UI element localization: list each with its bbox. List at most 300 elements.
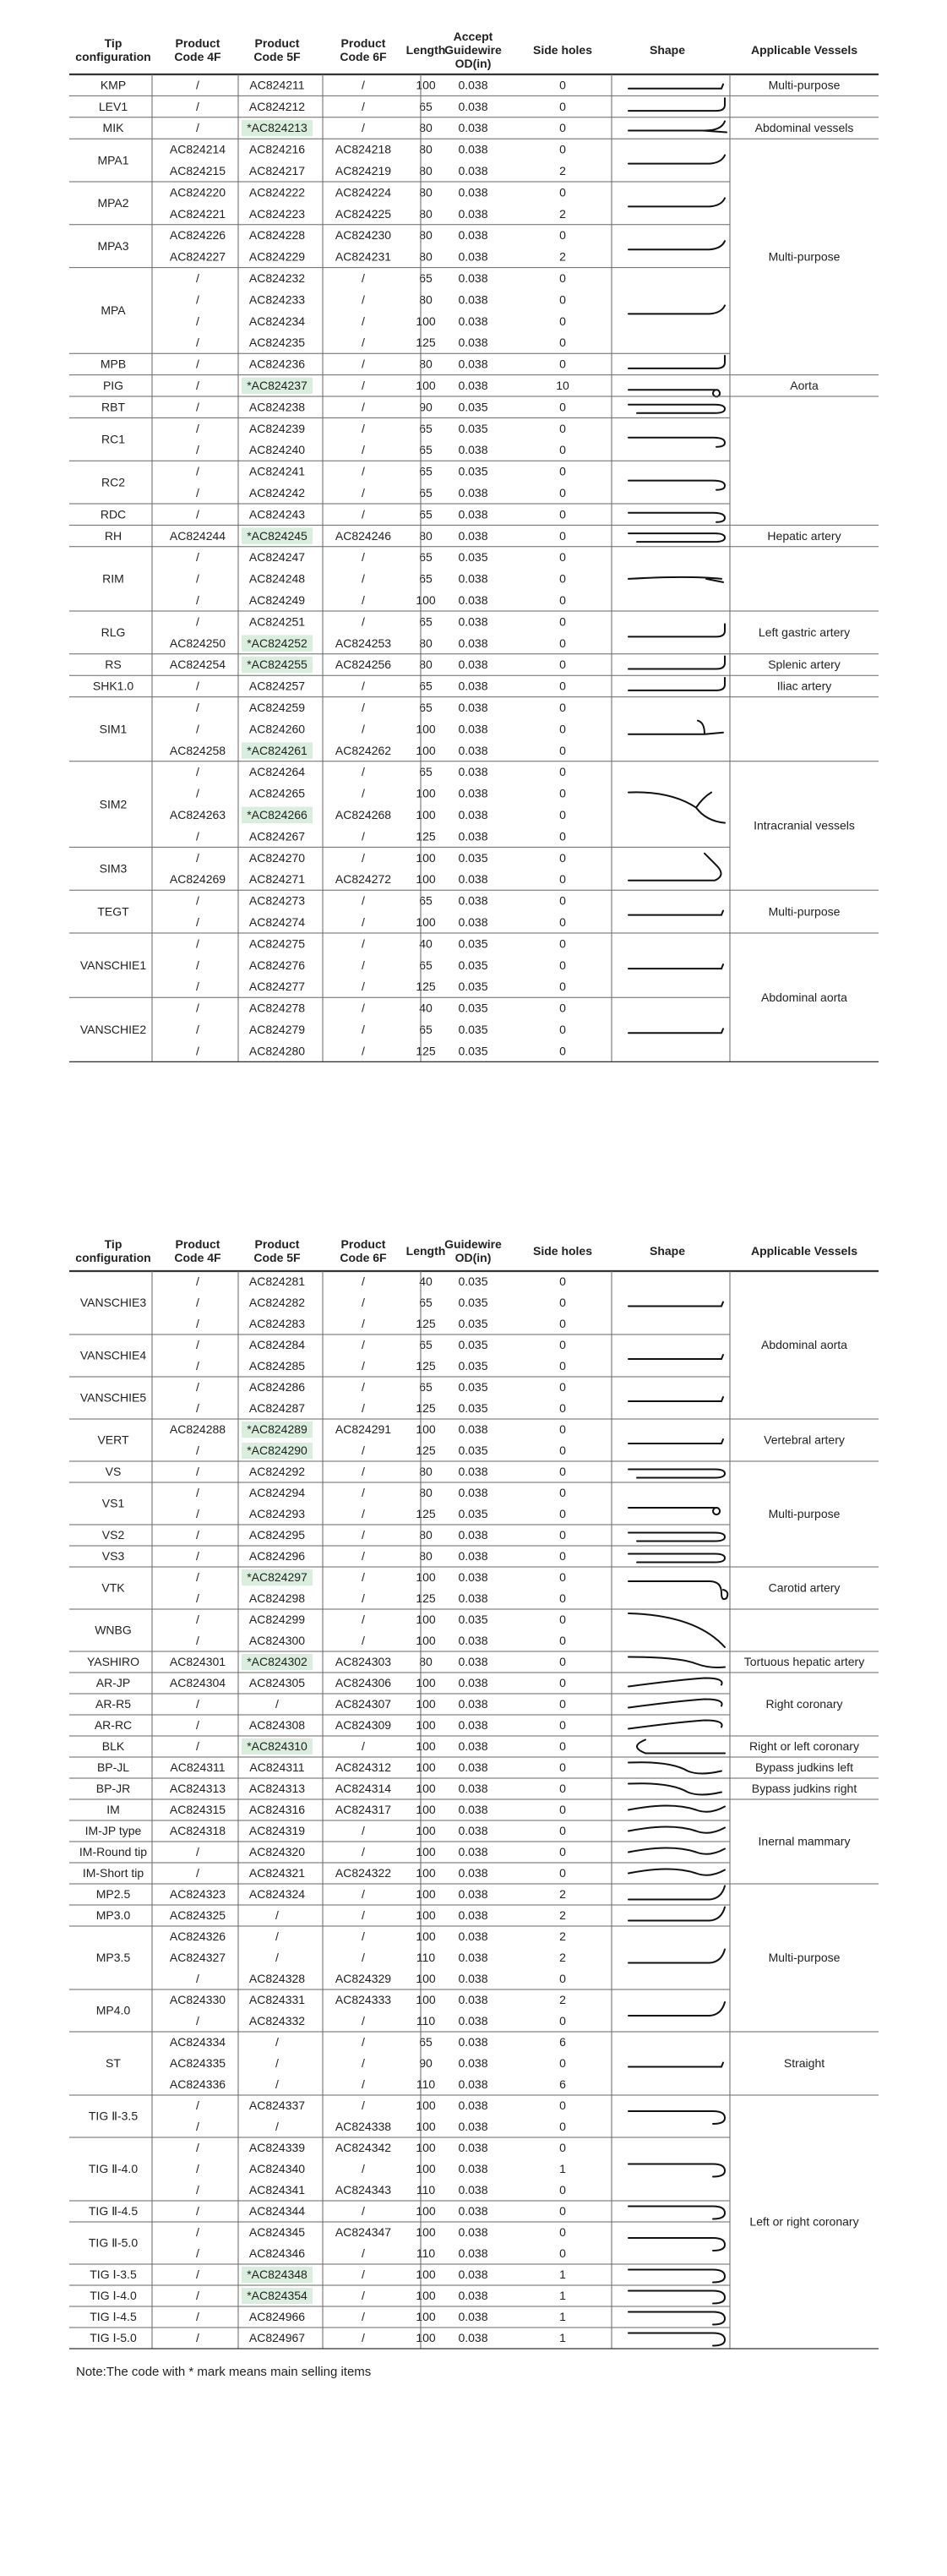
length-cell: 125 bbox=[416, 829, 436, 843]
tip-configuration-cell: IM-Round tip bbox=[79, 1845, 148, 1859]
code-6f-cell: / bbox=[362, 571, 365, 586]
column-header: Length bbox=[405, 1243, 446, 1258]
applicable-vessel-cell: Vertebral artery bbox=[764, 1433, 845, 1447]
catheter-group bbox=[69, 1549, 730, 1567]
code-4f-cell: / bbox=[196, 1845, 199, 1859]
side-holes-cell: 1 bbox=[559, 2289, 566, 2303]
length-cell: 125 bbox=[416, 1401, 436, 1416]
catheter-group bbox=[69, 1803, 730, 1820]
guidewire-cell: 0.035 bbox=[458, 1444, 488, 1458]
guidewire-cell: 0.035 bbox=[458, 980, 488, 994]
catheter-group bbox=[69, 1718, 730, 1736]
guidewire-cell: 0.038 bbox=[458, 99, 488, 113]
length-cell: 100 bbox=[416, 2162, 436, 2176]
catheter-group bbox=[69, 1380, 730, 1419]
side-holes-cell: 0 bbox=[559, 765, 566, 779]
code-6f-cell: / bbox=[362, 1380, 365, 1394]
tip-configuration-cell: BP-JR bbox=[95, 1782, 131, 1796]
code-6f-cell: / bbox=[362, 550, 365, 565]
code-6f-cell: / bbox=[362, 507, 365, 521]
side-holes-cell: 0 bbox=[559, 593, 566, 608]
applicable-vessel-cell: Right coronary bbox=[765, 1697, 843, 1711]
code-6f-cell: AC824306 bbox=[335, 1676, 392, 1690]
length-cell: 100 bbox=[416, 786, 436, 800]
code-4f-cell: / bbox=[196, 2098, 199, 2113]
code-5f-cell: AC824264 bbox=[248, 765, 306, 779]
length-cell: 100 bbox=[416, 1782, 436, 1796]
guidewire-cell: 0.038 bbox=[458, 2077, 488, 2092]
length-cell: 100 bbox=[416, 593, 436, 608]
code-5f-cell: *AC824348 bbox=[247, 2268, 308, 2282]
catheter-group bbox=[69, 2310, 730, 2328]
code-4f-cell: AC824263 bbox=[169, 808, 226, 822]
code-5f-cell: AC824243 bbox=[248, 507, 306, 521]
code-4f-cell: / bbox=[196, 507, 199, 521]
code-4f-cell: AC824315 bbox=[169, 1803, 226, 1817]
length-cell: 125 bbox=[416, 1591, 436, 1606]
code-4f-cell: / bbox=[196, 292, 199, 307]
code-5f-cell: AC824233 bbox=[248, 292, 306, 307]
tip-configuration-cell: IM bbox=[106, 1803, 120, 1817]
column-header: Product Code 4F bbox=[174, 1236, 221, 1264]
catheter-shape-drawing bbox=[629, 1508, 720, 1514]
guidewire-cell: 0.038 bbox=[458, 2289, 488, 2303]
code-5f-cell: AC824305 bbox=[248, 1676, 306, 1690]
code-5f-cell: *AC824255 bbox=[247, 658, 308, 672]
tip-configuration-cell: MP3.5 bbox=[95, 1951, 131, 1965]
length-cell: 65 bbox=[419, 271, 433, 286]
guidewire-cell: 0.035 bbox=[458, 1044, 488, 1058]
applicable-vessel-cell: Carotid artery bbox=[768, 1580, 841, 1595]
code-5f-cell: AC824280 bbox=[248, 1044, 306, 1058]
guidewire-cell: 0.038 bbox=[458, 336, 488, 350]
code-4f-cell: / bbox=[196, 1401, 199, 1416]
code-6f-cell: AC824347 bbox=[335, 2225, 392, 2240]
table-header bbox=[75, 30, 857, 70]
length-cell: 80 bbox=[419, 206, 433, 221]
code-5f-cell: AC824223 bbox=[248, 206, 306, 221]
code-5f-cell: AC824341 bbox=[248, 2183, 306, 2197]
guidewire-cell: 0.038 bbox=[458, 357, 488, 371]
tip-configuration-cell: RLG bbox=[101, 625, 126, 640]
code-6f-cell: AC824314 bbox=[335, 1782, 392, 1796]
catheter-shape-drawing bbox=[629, 2312, 725, 2325]
applicable-vessel-cell: Hepatic artery bbox=[767, 528, 841, 543]
code-6f-cell: / bbox=[362, 271, 365, 286]
catheter-group bbox=[69, 2141, 730, 2201]
catheter-shape-drawing bbox=[629, 2333, 725, 2346]
guidewire-cell: 0.035 bbox=[458, 1380, 488, 1394]
catheter-group bbox=[69, 143, 730, 182]
code-4f-cell: AC824258 bbox=[169, 743, 226, 757]
code-4f-cell: AC824318 bbox=[169, 1824, 226, 1838]
code-4f-cell: / bbox=[196, 1549, 199, 1564]
length-cell: 100 bbox=[416, 808, 436, 822]
column-header: Product Code 6F bbox=[340, 35, 387, 63]
code-5f-cell: AC824337 bbox=[248, 2098, 306, 2113]
catheter-group bbox=[69, 1422, 730, 1461]
code-5f-cell: AC824285 bbox=[248, 1359, 306, 1373]
catheter-shape-drawing bbox=[629, 438, 725, 447]
tip-configuration-cell: SHK1.0 bbox=[92, 679, 134, 693]
side-holes-cell: 0 bbox=[559, 2120, 566, 2134]
catheter-shape-drawing bbox=[629, 964, 723, 969]
code-6f-cell: / bbox=[362, 786, 365, 800]
code-6f-cell: / bbox=[362, 2035, 365, 2049]
guidewire-cell: 0.038 bbox=[458, 915, 488, 930]
column-header: Side holes bbox=[532, 1243, 593, 1258]
catheter-shape-drawing bbox=[629, 1302, 723, 1307]
guidewire-cell: 0.038 bbox=[458, 1782, 488, 1796]
side-holes-cell: 0 bbox=[559, 936, 566, 951]
code-4f-cell: / bbox=[196, 1591, 199, 1606]
code-6f-cell: / bbox=[362, 958, 365, 972]
code-5f-cell: / bbox=[275, 2120, 279, 2134]
length-cell: 65 bbox=[419, 421, 433, 435]
code-6f-cell: / bbox=[362, 980, 365, 994]
length-cell: 110 bbox=[416, 2077, 436, 2092]
catheter-shape-drawing bbox=[629, 1950, 725, 1963]
catheter-group bbox=[69, 1676, 730, 1694]
catheter-shape-drawing bbox=[629, 1827, 725, 1833]
code-4f-cell: / bbox=[196, 2246, 199, 2261]
guidewire-cell: 0.038 bbox=[458, 2098, 488, 2113]
tip-configuration-cell: BP-JL bbox=[96, 1760, 130, 1775]
code-5f-cell: AC824294 bbox=[248, 1486, 306, 1500]
code-5f-cell: / bbox=[275, 1908, 279, 1923]
catheter-shape-drawing bbox=[629, 85, 723, 89]
side-holes-cell: 0 bbox=[559, 1782, 566, 1796]
code-5f-cell: *AC824237 bbox=[247, 379, 308, 393]
side-holes-cell: 0 bbox=[559, 893, 566, 908]
guidewire-cell: 0.035 bbox=[458, 958, 488, 972]
code-4f-cell: / bbox=[196, 1866, 199, 1880]
code-4f-cell: AC824323 bbox=[169, 1887, 226, 1902]
length-cell: 110 bbox=[416, 2014, 436, 2028]
code-6f-cell: / bbox=[362, 893, 365, 908]
length-cell: 100 bbox=[416, 2120, 436, 2134]
side-holes-cell: 0 bbox=[559, 701, 566, 715]
code-5f-cell: AC824286 bbox=[248, 1380, 306, 1394]
side-holes-cell: 0 bbox=[559, 2246, 566, 2261]
applicable-vessel-cell: Abdominal aorta bbox=[761, 990, 847, 1004]
side-holes-cell: 0 bbox=[559, 99, 566, 113]
tip-configuration-cell: MPB bbox=[100, 357, 127, 371]
code-5f-cell: AC824339 bbox=[248, 2141, 306, 2155]
code-6f-cell: / bbox=[362, 2014, 365, 2028]
code-5f-cell: AC824278 bbox=[248, 1001, 306, 1015]
catheter-group bbox=[69, 78, 730, 96]
catheter-shape-drawing bbox=[629, 513, 725, 522]
catheter-shape-drawing bbox=[629, 1554, 725, 1563]
code-5f-cell: AC824296 bbox=[248, 1549, 306, 1564]
tip-configuration-cell: MPA2 bbox=[97, 196, 129, 210]
code-5f-cell: AC824277 bbox=[248, 980, 306, 994]
guidewire-cell: 0.038 bbox=[458, 142, 488, 156]
guidewire-cell: 0.038 bbox=[458, 808, 488, 822]
tip-configuration-cell: TIG Ⅰ-5.0 bbox=[90, 2331, 137, 2345]
catheter-group bbox=[69, 1760, 730, 1778]
code-5f-cell: AC824229 bbox=[248, 249, 306, 264]
code-6f-cell: / bbox=[362, 464, 365, 478]
code-6f-cell: AC824342 bbox=[335, 2141, 392, 2155]
guidewire-cell: 0.038 bbox=[458, 528, 488, 543]
column-header: Product Code 4F bbox=[174, 35, 221, 63]
guidewire-cell: 0.035 bbox=[458, 1507, 488, 1521]
code-6f-cell: AC824322 bbox=[335, 1866, 392, 1880]
side-holes-cell: 0 bbox=[559, 486, 566, 500]
code-4f-cell: / bbox=[196, 121, 199, 135]
code-5f-cell: AC824281 bbox=[248, 1274, 306, 1289]
applicable-vessel-cell: Multi-purpose bbox=[768, 78, 841, 92]
side-holes-cell: 0 bbox=[559, 1676, 566, 1690]
side-holes-cell: 0 bbox=[559, 1634, 566, 1648]
length-cell: 80 bbox=[419, 636, 433, 650]
catheter-shape-drawing bbox=[629, 624, 725, 636]
code-5f-cell: AC824232 bbox=[248, 271, 306, 286]
length-cell: 100 bbox=[416, 1803, 436, 1817]
length-cell: 65 bbox=[419, 614, 433, 629]
catheter-shape-drawing bbox=[629, 678, 725, 690]
guidewire-cell: 0.038 bbox=[458, 1422, 488, 1437]
code-6f-cell: / bbox=[362, 292, 365, 307]
code-4f-cell: / bbox=[196, 2225, 199, 2240]
code-5f-cell: AC824259 bbox=[248, 701, 306, 715]
guidewire-cell: 0.038 bbox=[458, 1570, 488, 1585]
length-cell: 100 bbox=[416, 78, 436, 92]
code-4f-cell: / bbox=[196, 99, 199, 113]
guidewire-cell: 0.038 bbox=[458, 1739, 488, 1754]
side-holes-cell: 0 bbox=[559, 2141, 566, 2155]
catheter-group bbox=[69, 527, 730, 546]
code-6f-cell: / bbox=[362, 121, 365, 135]
catheter-group bbox=[69, 2288, 730, 2306]
applicable-vessel-cell: Intracranial vessels bbox=[754, 818, 855, 832]
length-cell: 100 bbox=[416, 2331, 436, 2345]
code-4f-cell: AC824288 bbox=[169, 1422, 226, 1437]
code-4f-cell: / bbox=[196, 915, 199, 930]
code-6f-cell: / bbox=[362, 722, 365, 736]
code-6f-cell: / bbox=[362, 1908, 365, 1923]
code-4f-cell: / bbox=[196, 1338, 199, 1352]
catheter-shape-drawing bbox=[629, 911, 723, 915]
guidewire-cell: 0.038 bbox=[458, 78, 488, 92]
length-cell: 80 bbox=[419, 228, 433, 243]
code-6f-cell: / bbox=[362, 1044, 365, 1058]
guidewire-cell: 0.038 bbox=[458, 1549, 488, 1564]
code-6f-cell: / bbox=[362, 701, 365, 715]
catheter-group bbox=[69, 1001, 730, 1062]
side-holes-cell: 0 bbox=[559, 1972, 566, 1986]
code-6f-cell: / bbox=[362, 915, 365, 930]
catheter-group bbox=[69, 2331, 730, 2349]
code-5f-cell: / bbox=[275, 1929, 279, 1944]
code-4f-cell: / bbox=[196, 336, 199, 350]
code-4f-cell: / bbox=[196, 1739, 199, 1754]
tip-configuration-cell: VANSCHIE3 bbox=[79, 1296, 147, 1310]
code-4f-cell: / bbox=[196, 1507, 199, 1521]
length-cell: 80 bbox=[419, 1528, 433, 1542]
guidewire-cell: 0.038 bbox=[458, 164, 488, 178]
side-holes-cell: 0 bbox=[559, 400, 566, 414]
applicable-vessel-cell: Left gastric artery bbox=[758, 625, 851, 640]
guidewire-cell: 0.035 bbox=[458, 1317, 488, 1331]
side-holes-cell: 0 bbox=[559, 507, 566, 521]
length-cell: 100 bbox=[416, 1866, 436, 1880]
code-5f-cell: AC824293 bbox=[248, 1507, 306, 1521]
guidewire-cell: 0.038 bbox=[458, 636, 488, 650]
tip-configuration-cell: RDC bbox=[100, 507, 127, 521]
code-6f-cell: / bbox=[362, 1570, 365, 1585]
side-holes-cell: 0 bbox=[559, 1718, 566, 1733]
side-holes-cell: 0 bbox=[559, 2183, 566, 2197]
length-cell: 110 bbox=[416, 1951, 436, 1965]
code-6f-cell: / bbox=[362, 357, 365, 371]
code-6f-cell: / bbox=[362, 443, 365, 457]
length-cell: 100 bbox=[416, 314, 436, 328]
length-cell: 65 bbox=[419, 893, 433, 908]
code-6f-cell: / bbox=[362, 1634, 365, 1648]
side-holes-cell: 1 bbox=[559, 2162, 566, 2176]
catheter-shape-drawing bbox=[629, 1783, 721, 1794]
catheter-shape-drawing bbox=[629, 657, 725, 669]
side-holes-cell: 6 bbox=[559, 2035, 566, 2049]
length-cell: 100 bbox=[416, 1845, 436, 1859]
length-cell: 100 bbox=[416, 1422, 436, 1437]
code-6f-cell: / bbox=[362, 379, 365, 393]
side-holes-cell: 0 bbox=[559, 78, 566, 92]
catheter-group bbox=[69, 507, 730, 525]
catheter-group bbox=[69, 228, 730, 267]
guidewire-cell: 0.038 bbox=[458, 443, 488, 457]
code-5f-cell: AC824316 bbox=[248, 1803, 306, 1817]
code-6f-cell: / bbox=[362, 1444, 365, 1458]
code-4f-cell: AC824304 bbox=[169, 1676, 226, 1690]
code-4f-cell: / bbox=[196, 765, 199, 779]
side-holes-cell: 10 bbox=[556, 379, 569, 393]
guidewire-cell: 0.038 bbox=[458, 1824, 488, 1838]
catheter-group bbox=[69, 1993, 730, 2032]
catheter-group bbox=[69, 356, 730, 375]
length-cell: 80 bbox=[419, 357, 433, 371]
side-holes-cell: 0 bbox=[559, 421, 566, 435]
code-6f-cell: / bbox=[362, 1613, 365, 1627]
length-cell: 100 bbox=[416, 2225, 436, 2240]
column-header: Length bbox=[405, 42, 446, 57]
guidewire-cell: 0.038 bbox=[458, 2141, 488, 2155]
code-5f-cell: / bbox=[275, 1951, 279, 1965]
code-4f-cell: / bbox=[196, 2162, 199, 2176]
length-cell: 125 bbox=[416, 980, 436, 994]
length-cell: 110 bbox=[416, 2183, 436, 2197]
code-6f-cell: / bbox=[362, 2204, 365, 2219]
length-cell: 65 bbox=[419, 1023, 433, 1037]
tip-configuration-cell: VANSCHIE2 bbox=[79, 1023, 147, 1037]
side-holes-cell: 0 bbox=[559, 185, 566, 199]
applicable-vessel-cell: Left or right coronary bbox=[749, 2214, 859, 2229]
column-header: Applicable Vessels bbox=[750, 1243, 858, 1258]
length-cell: 80 bbox=[419, 1549, 433, 1564]
code-6f-cell: AC824246 bbox=[335, 528, 392, 543]
applicable-vessel-cell: Inernal mammary bbox=[758, 1834, 851, 1848]
side-holes-cell: 0 bbox=[559, 271, 566, 286]
code-5f-cell: / bbox=[275, 2056, 279, 2071]
length-cell: 100 bbox=[416, 1718, 436, 1733]
tip-configuration-cell: TIG Ⅰ-3.5 bbox=[90, 2268, 137, 2282]
code-4f-cell: / bbox=[196, 1023, 199, 1037]
catheter-shape-drawing bbox=[629, 405, 725, 413]
code-4f-cell: / bbox=[196, 1380, 199, 1394]
code-6f-cell: / bbox=[362, 1401, 365, 1416]
guidewire-cell: 0.038 bbox=[458, 2268, 488, 2282]
code-4f-cell: / bbox=[196, 443, 199, 457]
tip-configuration-cell: SIM3 bbox=[99, 861, 128, 876]
code-6f-cell: AC824219 bbox=[335, 164, 392, 178]
catheter-group bbox=[69, 1907, 730, 1927]
catheter-shape-drawing bbox=[629, 1848, 725, 1854]
side-holes-cell: 0 bbox=[559, 1655, 566, 1669]
length-cell: 100 bbox=[416, 1993, 436, 2007]
tip-configuration-cell: MP3.0 bbox=[95, 1908, 131, 1923]
tip-configuration-cell: VTK bbox=[101, 1580, 125, 1595]
applicable-vessel-cell: Straight bbox=[783, 2056, 825, 2071]
guidewire-cell: 0.038 bbox=[458, 1486, 488, 1500]
code-5f-cell: *AC824290 bbox=[247, 1444, 308, 1458]
code-4f-cell: / bbox=[196, 1444, 199, 1458]
code-4f-cell: / bbox=[196, 850, 199, 865]
length-cell: 65 bbox=[419, 765, 433, 779]
catheter-group bbox=[69, 1866, 730, 1884]
applicable-vessel-cell: Multi-purpose bbox=[768, 1507, 841, 1521]
guidewire-cell: 0.038 bbox=[458, 121, 488, 135]
length-cell: 65 bbox=[419, 1296, 433, 1310]
tip-configuration-cell: RH bbox=[104, 528, 122, 543]
length-cell: 40 bbox=[419, 1274, 433, 1289]
code-5f-cell: AC824217 bbox=[248, 164, 306, 178]
code-5f-cell: AC824216 bbox=[248, 142, 306, 156]
code-5f-cell: AC824249 bbox=[248, 593, 306, 608]
code-6f-cell: AC824329 bbox=[335, 1972, 392, 1986]
code-6f-cell: / bbox=[362, 2268, 365, 2282]
side-holes-cell: 2 bbox=[559, 1887, 566, 1902]
code-5f-cell: AC824242 bbox=[248, 486, 306, 500]
side-holes-cell: 0 bbox=[559, 850, 566, 865]
code-4f-cell: AC824269 bbox=[169, 872, 226, 887]
guidewire-cell: 0.038 bbox=[458, 1929, 488, 1944]
code-4f-cell: / bbox=[196, 1465, 199, 1479]
guidewire-cell: 0.038 bbox=[458, 2056, 488, 2071]
catheter-shape-drawing bbox=[629, 1581, 727, 1599]
column-header: Guidewire OD(in) bbox=[444, 1236, 502, 1264]
code-5f-cell: AC824313 bbox=[248, 1782, 306, 1796]
side-holes-cell: 0 bbox=[559, 636, 566, 650]
code-6f-cell: / bbox=[362, 1317, 365, 1331]
catheter-group bbox=[69, 614, 730, 653]
side-holes-cell: 0 bbox=[559, 1739, 566, 1754]
side-holes-cell: 0 bbox=[559, 2056, 566, 2071]
guidewire-cell: 0.038 bbox=[458, 2120, 488, 2134]
guidewire-cell: 0.038 bbox=[458, 1951, 488, 1965]
length-cell: 100 bbox=[416, 722, 436, 736]
length-cell: 80 bbox=[419, 164, 433, 178]
column-header: Shape bbox=[649, 42, 686, 57]
code-6f-cell: / bbox=[362, 400, 365, 414]
guidewire-cell: 0.038 bbox=[458, 1697, 488, 1711]
catheter-shape-drawing bbox=[629, 481, 725, 490]
length-cell: 65 bbox=[419, 1338, 433, 1352]
side-holes-cell: 0 bbox=[559, 1486, 566, 1500]
column-header: Product Code 5F bbox=[253, 35, 301, 63]
